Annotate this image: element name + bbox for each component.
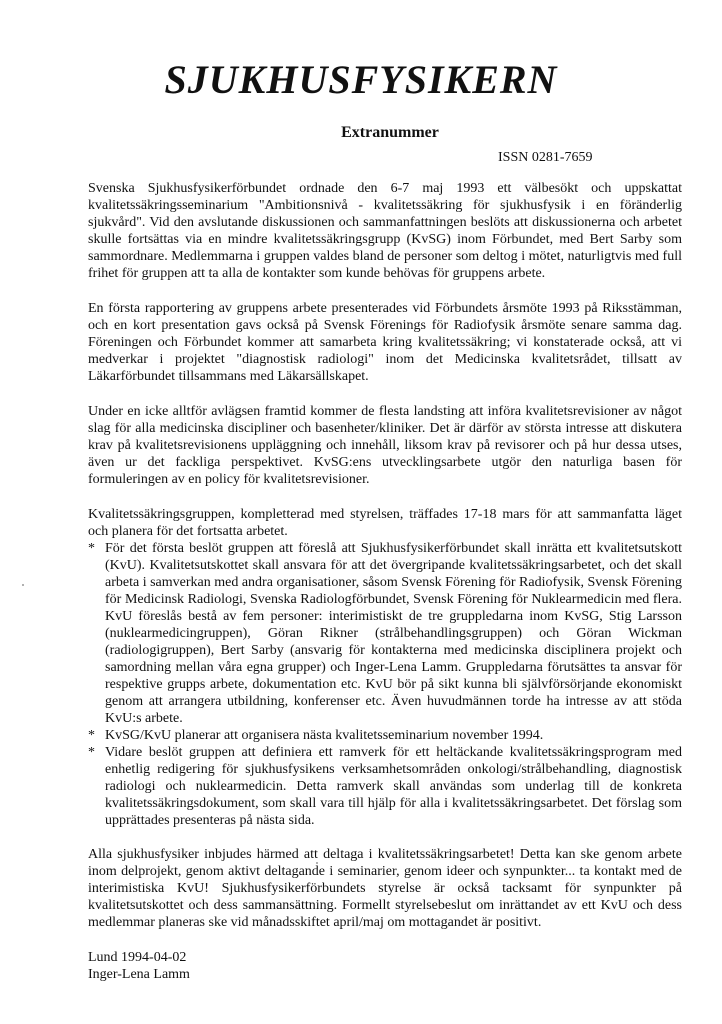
list-item [88,744,682,829]
signature-name: Inger-Lena Lamm [88,967,190,982]
bullet-marker: * [88,745,95,760]
list-item [88,540,682,727]
signature-block [88,949,682,983]
closing-paragraph: Alla sjukhusfysiker inbjudes härmed att deltaga i kvalitetssäkringsarbetet! Detta kan ske genom arbete inom delprojekt, genom aktivt deltagande i seminarier, genom ideer och synpunkter... ta kontakt med de interimistiska KvU! Sjukhusfysikerförbundets styrelse är också tacksamt för synpunkter på kvalitetsutskottet och dess sammansättning. Formellt styrelsebeslut om inrättandet av ett KvU och dess medlemmar planeras ske vid månadsskiftet april/maj om mottagandet är positivt. [88,847,682,930]
list-item [88,727,682,744]
issue-subtitle: Extranummer [341,124,439,141]
bullet-marker: * [88,541,95,556]
scan-speck [316,862,318,864]
paragraph-3: Under en icke alltför avlägsen framtid kommer de flesta landsting att införa kvalitetsrevisioner av något slag för alla medicinska discipliner och basenheter/kliniker. Det är därför av största intresse att diskutera krav på kvalitetsrevisionens uppläggning och innehåll, liksom krav på revisorer och på hur dessa utses, även ur det fackliga perspektivet. KvSG:ens utvecklingsarbete utgör den naturliga basen för formuleringen av en policy för kvalitetsrevisioner. [88,404,682,487]
newsletter-masthead: SJUKHUSFYSIKERN [164,57,558,102]
list-item-text: KvSG/KvU planerar att organisera nästa kvalitetsseminarium november 1994. [105,728,544,743]
list-item-text: Vidare beslöt gruppen att definiera ett ramverk för ett heltäckande kvalitetssäkringsprogram med enhetlig redigering för sjukhusfysikens verksamhetsområden onkologi/strålbehandling, diagnostisk radiologi och nuklearmedicin. Detta ramverk skall användas som underlag till de konkreta kvalitetssäkringsdokument, som skall vara till hjälp för alla i kvalitetssäkringsarbetet. Det förslag som upprättades presenteras på nästa sida. [105,745,682,828]
paragraph-4: Kvalitetssäkringsgruppen, kompletterad med styrelsen, träffades 17-18 mars för att sammanfatta läget och planera för det fortsatta arbetet. [88,507,682,539]
issn-number: ISSN 0281-7659 [498,150,593,165]
signature-place-date: Lund 1994-04-02 [88,950,187,965]
scan-speck [22,584,24,586]
bullet-marker: * [88,728,95,743]
article-body [88,180,682,983]
paragraph-2: En första rapportering av gruppens arbete presenterades vid Förbundets årsmöte 1993 på Riksstämman, och en kort presentation gavs också på Svensk Förenings för Radiofysik årsmöte senare samma dag. Föreningen och Förbundet kommer att samarbeta kring kvalitetssäkring; vi konstaterade också, att vi medverkar i projektet "diagnostisk radiologi" inom det Medicinska kvalitetsrådet, tillsatt av Läkarförbundet tillsammans med Läkarsällskapet. [88,301,682,384]
list-item-text: För det första beslöt gruppen att föreslå att Sjukhusfysikerförbundet skall inrätta ett kvalitetsutskott (KvU). Kvalitetsutskottet skall ansvara för att det övergripande kvalitetssäkringsarbetet, och det skall arbeta i samverkan med andra organisationer, såsom Svensk Förening för Radiofysik, Svensk Förening för Medicinsk Radiologi, Svenska Radiologförbundet, Svensk Förening för Nuklearmedicin med flera. KvU föreslås bestå av fem personer: interimistiskt de tre gruppledarna inom KvSG, Stig Larsson (nuklearmedicingruppen), Göran Rikner (strålbehandlingsgruppen) och Göran Wickman (radiologigruppen), Bert Sarby (ansvarig för kontakterna med medicinska disciplinera projekt och samordning mellan våra egna grupper) och Inger-Lena Lamm. Gruppledarna förutsättes ta ansvar för respektive grupps arbete, dokumentation etc. KvU bör på sikt kunna bli självförsörjande ekonomiskt genom att arrangera utbildning, konferenser etc. Även huvudmännen torde ha intresse av att stöda KvU:s arbete. [105,541,682,726]
decision-list [88,540,682,829]
paragraph-1: Svenska Sjukhusfysikerförbundet ordnade den 6-7 maj 1993 ett välbesökt och uppskattat kvalitetssäkringsseminarium "Ambitionsnivå - kvalitetssäkring för sjukhusfysik i en föränderlig sjukvård". Vid den avslutande diskussionen och sammanfattningen beslöts att diskussionerna och arbetet skulle fortsättas via en mindre kvalitetssäkringsgrupp (KvSG) inom Förbundet, med Bert Sarby som sammordnare. Medlemmarna i gruppen valdes bland de personer som deltog i mötet, naturligtvis med full frihet för gruppen att ta alla de kontakter som kunde behövas för gruppens arbete. [88,181,682,281]
